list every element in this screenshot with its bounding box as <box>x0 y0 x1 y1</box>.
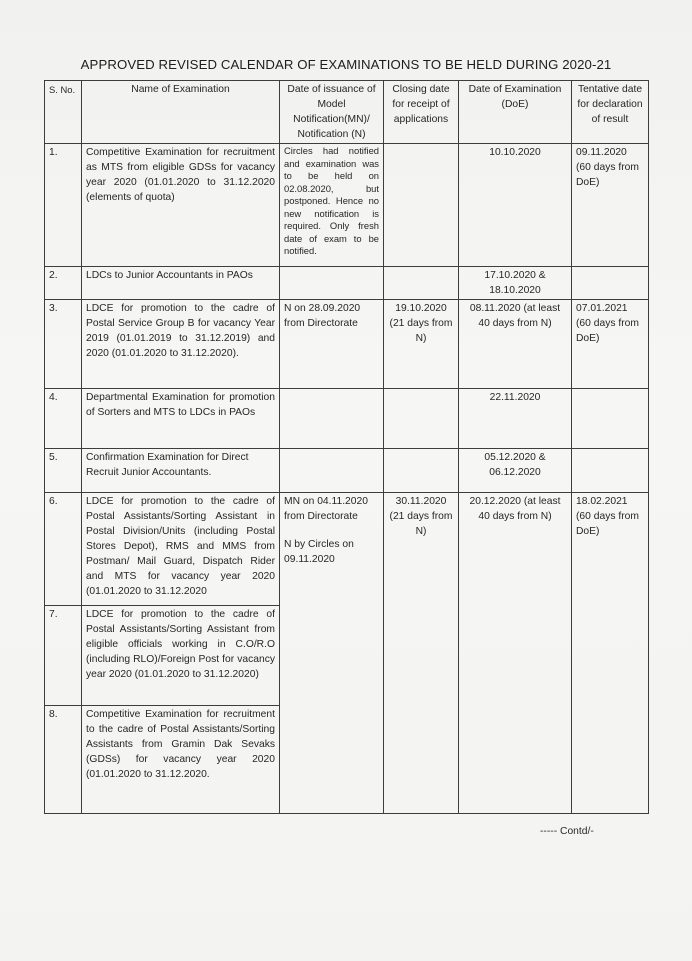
closing-date <box>384 449 459 493</box>
header-sno: S. No. <box>45 81 82 144</box>
row-sno: 4. <box>45 389 82 449</box>
result-date <box>572 449 649 493</box>
closing-date: 19.10.2020 (21 days from N) <box>384 300 459 389</box>
exam-date: 20.12.2020 (at least 40 days from N) <box>459 493 572 814</box>
exam-name: Departmental Examination for promotion of Sorters and MTS to LDCs in PAOs <box>82 389 280 449</box>
row-sno: 6. <box>45 493 82 606</box>
header-closing: Closing date for receipt of applications <box>384 81 459 144</box>
table-row <box>45 300 649 389</box>
exam-date: 10.10.2020 <box>459 144 572 267</box>
closing-date <box>384 144 459 267</box>
result-date <box>572 389 649 449</box>
table-row <box>45 267 649 300</box>
exam-name: Competitive Examination for recruitment to the cadre of Postal Assistants/Sorting Assistants from Gramin Dak Sevaks (GDSs) for vacancy year 2020 (01.01.2020 to 31.12.2020. <box>82 706 280 814</box>
continued-note: ----- Contd/- <box>540 826 594 837</box>
issuance-date <box>280 449 384 493</box>
row-sno: 3. <box>45 300 82 389</box>
exam-date: 05.12.2020 & 06.12.2020 <box>459 449 572 493</box>
issuance-date <box>280 267 384 300</box>
exam-name: Competitive Examination for recruitment as MTS from eligible GDSs for vacancy year 2020 (01.01.2020 to 31.12.2020 (elements of quota) <box>82 144 280 267</box>
document-title: APPROVED REVISED CALENDAR OF EXAMINATIONS TO BE HELD DURING 2020-21 <box>80 57 612 72</box>
header-issuance: Date of issuance of Model Notification(MN)/ Notification (N) <box>280 81 384 144</box>
table-row <box>45 389 649 449</box>
result-date: 09.11.2020 (60 days from DoE) <box>572 144 649 267</box>
header-result: Tentative date for declaration of result <box>572 81 649 144</box>
examination-calendar-table <box>44 80 649 814</box>
header-name: Name of Examination <box>82 81 280 144</box>
header-doe: Date of Examination (DoE) <box>459 81 572 144</box>
table-row <box>45 449 649 493</box>
result-date: 18.02.2021 (60 days from DoE) <box>572 493 649 814</box>
issuance-date: Circles had notified and examination was to be held on 02.08.2020, but postponed. Hence no new notification is required. Only fresh date of exam to be notified. <box>280 144 384 267</box>
exam-name: LDCE for promotion to the cadre of Postal Assistants/Sorting Assistant in Postal Division/Units (including Postal Stores Depot), RMS and MMS from Postman/ Mail Guard, Dispatch Rider and MTS for vacancy year 2020 (01.01.2020 to 31.12.2020 <box>82 493 280 606</box>
exam-name: Confirmation Examination for Direct Recruit Junior Accountants. <box>82 449 280 493</box>
exam-name: LDCs to Junior Accountants in PAOs <box>82 267 280 300</box>
circle-notification: N by Circles on 09.11.2020 <box>284 539 354 565</box>
table-row <box>45 493 649 606</box>
row-sno: 8. <box>45 706 82 814</box>
exam-date: 08.11.2020 (at least 40 days from N) <box>459 300 572 389</box>
issuance-date <box>280 389 384 449</box>
closing-date <box>384 389 459 449</box>
issuance-date: N on 28.09.2020 from Directorate <box>280 300 384 389</box>
table-header-row <box>45 81 649 144</box>
issuance-date <box>280 493 384 814</box>
closing-date <box>384 267 459 300</box>
exam-name: LDCE for promotion to the cadre of Postal Assistants/Sorting Assistant from eligible officials working in C.O/R.O (including RLO)/Foreign Post for vacancy year 2020 (01.01.2020 to 31.12.2020) <box>82 606 280 706</box>
exam-name: LDCE for promotion to the cadre of Postal Service Group B for vacancy Year 2019 (01.01.2019 to 31.12.2019) and 2020 (01.01.2020 to 31.12.2020). <box>82 300 280 389</box>
row-sno: 5. <box>45 449 82 493</box>
row-sno: 2. <box>45 267 82 300</box>
result-date <box>572 267 649 300</box>
exam-date: 22.11.2020 <box>459 389 572 449</box>
exam-date: 17.10.2020 & 18.10.2020 <box>459 267 572 300</box>
model-notification: MN on 04.11.2020 from Directorate <box>284 496 368 522</box>
table-row <box>45 144 649 267</box>
row-sno: 7. <box>45 606 82 706</box>
result-date: 07.01.2021 (60 days from DoE) <box>572 300 649 389</box>
row-sno: 1. <box>45 144 82 267</box>
closing-date: 30.11.2020 (21 days from N) <box>384 493 459 814</box>
